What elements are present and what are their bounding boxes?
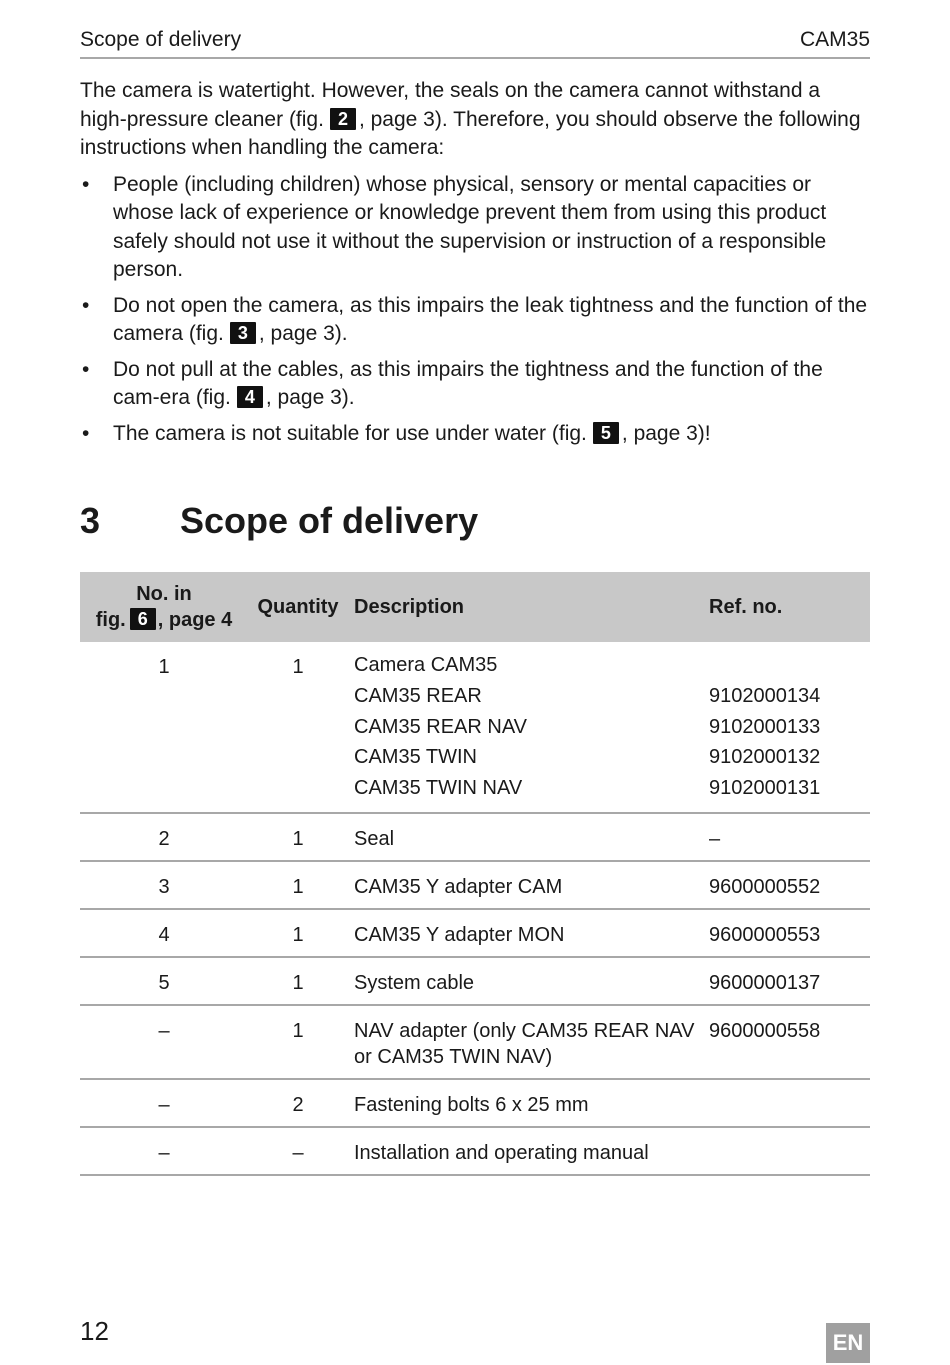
ref-number-line: 9600000552 [709, 875, 821, 898]
cell-number: – [158, 1141, 170, 1164]
list-item-text: Do not pull at the cables, as this impairs the tightness and the function of the cam-era (fig. [113, 357, 823, 409]
description-line: Seal [354, 827, 395, 850]
cell-quantity: 1 [292, 923, 304, 946]
bullet-icon: • [82, 421, 90, 445]
description-line: Fastening bolts 6 x 25 mm [354, 1093, 589, 1116]
cell-description [348, 1005, 709, 1079]
cell-description [348, 861, 709, 909]
description-line: CAM35 TWIN [354, 746, 477, 769]
list-item [80, 420, 870, 449]
table-row [80, 909, 870, 957]
table-row [80, 1079, 870, 1127]
cell-ref-no [709, 957, 870, 1005]
intro-text-after: , page 3). Therefore, you should observe the following instructions when handling the camera: [80, 107, 861, 159]
cell-ref-no [709, 642, 870, 813]
cell-quantity: 1 [292, 971, 304, 994]
section-heading [80, 500, 870, 542]
section-title: Scope of delivery [180, 500, 479, 541]
cell-number: 5 [158, 971, 170, 994]
figure-ref-badge: 3 [230, 322, 256, 344]
list-item-text: Do not open the camera, as this impairs the leak tightness and the function of the camera (fig. [113, 293, 868, 345]
header-no-page: , page 4 [157, 609, 233, 631]
cell-number: – [158, 1019, 170, 1042]
bullet-icon: • [82, 293, 90, 317]
cell-quantity: 1 [292, 875, 304, 898]
cell-description [348, 1127, 709, 1175]
cell-ref-no [709, 1005, 870, 1079]
ref-number-line: – [709, 827, 721, 850]
description-line: CAM35 REAR NAV [354, 715, 528, 738]
manual-page [80, 28, 870, 1176]
list-item-text: The camera is not suitable for use under water (fig. [113, 421, 587, 445]
description-line: System cable [354, 971, 475, 994]
table-body [80, 642, 870, 1175]
table-row [80, 861, 870, 909]
column-header-ref-no: Ref. no. [709, 595, 783, 618]
table-row [80, 1127, 870, 1175]
cell-quantity: 1 [292, 1019, 304, 1042]
cell-quantity: 1 [292, 827, 304, 850]
description-line: CAM35 Y adapter CAM [354, 875, 563, 898]
cell-ref-no [709, 909, 870, 957]
intro-paragraph [80, 77, 870, 163]
header-no-fig-label: fig. [95, 609, 126, 631]
language-badge: EN [826, 1323, 870, 1363]
cell-ref-no [709, 1079, 870, 1127]
list-item [80, 292, 870, 349]
table-row [80, 1005, 870, 1079]
cell-quantity: 1 [292, 656, 304, 678]
page-header [80, 28, 870, 59]
ref-number-line: 9600000553 [709, 923, 821, 946]
cell-description [348, 642, 709, 813]
description-line: NAV adapter (only CAM35 REAR NAV or CAM35 TWIN NAV) [354, 1019, 695, 1068]
cell-description [348, 957, 709, 1005]
ref-number-line: 9600000137 [709, 971, 821, 994]
list-item-text: People (including children) whose physical, sensory or mental capacities or whose lack of experience or knowledge prevent them from using this product safely should not use it without the supervision or instruction of a responsible person. [113, 172, 827, 281]
ref-number-line: 9600000558 [709, 1019, 821, 1042]
list-item [80, 171, 870, 285]
bullet-icon: • [82, 357, 90, 381]
table-row [80, 642, 870, 813]
figure-ref-badge: 2 [330, 108, 356, 130]
ref-number-line: 9102000134 [709, 684, 821, 707]
intro-text-before: The camera is watertight. However, the seals on the camera cannot withstand a high-pressure cleaner (fig. [80, 79, 821, 131]
cell-number: 1 [158, 656, 170, 678]
column-header-description: Description [354, 595, 465, 618]
ref-number-line [709, 650, 870, 681]
ref-number-line: 9102000131 [709, 777, 821, 800]
table-header-row [80, 572, 870, 642]
column-header-quantity: Quantity [257, 595, 339, 618]
page-number: 12 [80, 1316, 109, 1346]
table-row [80, 957, 870, 1005]
cell-number: 4 [158, 923, 170, 946]
safety-instructions-list [80, 171, 870, 449]
figure-ref-badge: 4 [237, 386, 263, 408]
cell-number: – [158, 1093, 170, 1116]
description-line: CAM35 Y adapter MON [354, 923, 565, 946]
ref-number-line [709, 1092, 870, 1118]
list-item-text-after: , page 3). [258, 322, 348, 345]
table-row [80, 813, 870, 861]
list-item-text-after: , page 3)! [621, 421, 711, 445]
header-section-title: Scope of delivery [80, 28, 242, 51]
figure-ref-badge: 5 [593, 422, 619, 444]
cell-number: 2 [158, 827, 170, 850]
cell-number: 3 [158, 875, 170, 898]
description-line: Camera CAM35 [354, 654, 498, 676]
cell-ref-no [709, 813, 870, 861]
description-line: CAM35 REAR [354, 684, 482, 707]
cell-description [348, 1079, 709, 1127]
cell-quantity: 2 [292, 1093, 304, 1116]
bullet-icon: • [82, 172, 90, 196]
cell-description [348, 909, 709, 957]
scope-of-delivery-table [80, 572, 870, 1176]
section-number: 3 [80, 500, 101, 541]
header-no-line1: No. in [136, 583, 192, 605]
ref-number-line: 9102000133 [709, 715, 821, 738]
list-item [80, 356, 870, 413]
cell-quantity: – [292, 1141, 304, 1164]
description-line: Installation and operating manual [354, 1141, 649, 1164]
cell-description [348, 813, 709, 861]
column-header-number [80, 572, 248, 642]
cell-ref-no [709, 861, 870, 909]
ref-number-line [709, 1140, 870, 1166]
description-line: CAM35 TWIN NAV [354, 777, 523, 800]
ref-number-line: 9102000132 [709, 746, 821, 769]
cell-ref-no [709, 1127, 870, 1175]
list-item-text-after: , page 3). [265, 386, 355, 409]
header-product-name: CAM35 [799, 28, 870, 51]
figure-ref-badge: 6 [130, 608, 156, 630]
